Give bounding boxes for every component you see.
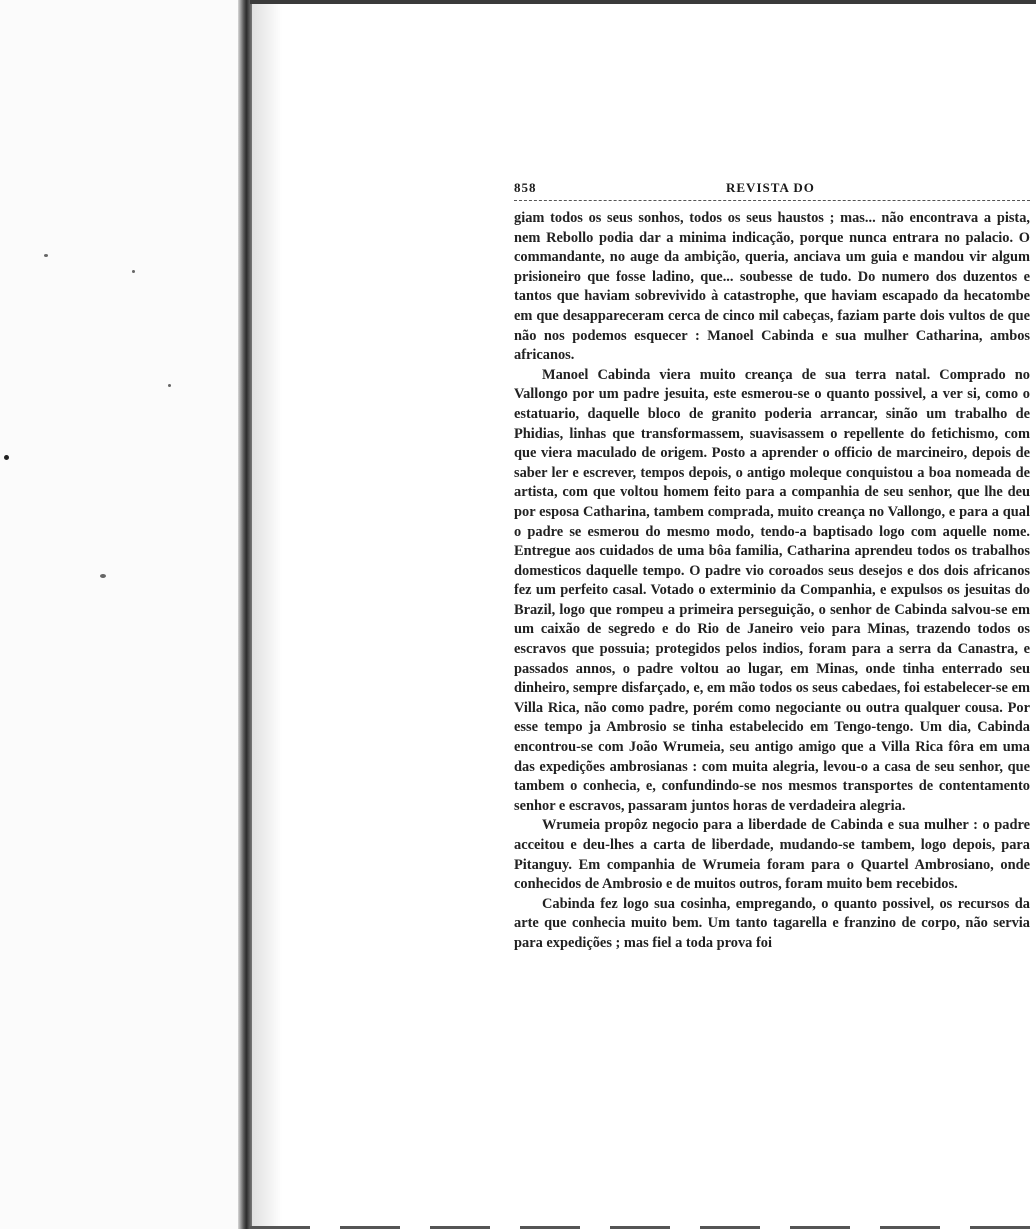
book-gutter (238, 0, 252, 1229)
gutter-shadow (252, 0, 282, 1229)
header-rule (514, 200, 1030, 201)
page-header (514, 176, 1030, 198)
facing-page (0, 0, 248, 1229)
document-page (514, 176, 1030, 954)
paper-speck (4, 455, 9, 460)
paper-speck (132, 270, 135, 273)
paper-speck (168, 384, 171, 387)
paper-speck (100, 574, 106, 578)
page-number: 858 (514, 180, 537, 195)
paper-speck (44, 254, 48, 257)
page-top-edge (250, 0, 1036, 4)
body-text (514, 209, 1030, 954)
paragraph: Cabinda fez logo sua cosinha, empregando, o quanto possivel, os recursos da arte que conhecia muito bem. Um tanto tagarella e franzino de corpo, não servia para expedições ; mas fiel a toda prova foi (514, 895, 1030, 951)
running-title: REVISTA DO (726, 180, 815, 195)
paragraph: Wrumeia propôz negocio para a liberdade de Cabinda e sua mulher : o padre acceitou e deu-lhes a carta de liberdade, mudando-se tambem, logo depois, para Pitanguy. Em companhia de Wrumeia foram para o Quartel Ambrosiano, onde conhecidos de Ambrosio e de muitos outros, foram muito bem recebidos. (514, 817, 1030, 893)
paragraph: giam todos os seus sonhos, todos os seus haustos ; mas... não encontrava a pista, nem Rebollo podia dar a minima indicação, porque nunca entrara no palacio. O commandante, no auge da ambição, queria, anciava um guia e mandou vir algum prisioneiro que fosse ladino, que... soubesse de tudo. Do numero dos duzentos e tantos que haviam sobrevivido à catastrophe, que haviam escapado da hecatombe em que desappareceram cerca de cinco mil cabeças, faziam parte dois vultos de que não nos podemos esquecer : Manoel Cabinda e sua mulher Catharina, ambos africanos. (514, 210, 1030, 364)
paragraph: Manoel Cabinda viera muito creança de sua terra natal. Comprado no Vallongo por um padre jesuita, este esmerou-se o quanto possivel, a ver si, como o estatuario, daquelle bloco de granito poderia arrancar, sinão um trabalho de Phidias, linhas que transformassem, suavisassem o repellente do fetichismo, com que viera maculado de origem. Posto a aprender o officio de marcineiro, depois de saber ler e escrever, tempos depois, o antigo moleque conquistou a boa nomeada de artista, com que voltou homem feito para a companhia de seu senhor, que lhe deu por esposa Catharina, tambem comprada, muito creança no Vallongo, e para a qual o padre se esmerou do mesmo modo, tendo-a baptisado logo com aquelle nome. Entregue aos cuidados de uma bôa familia, Catharina aprendeu todos os trabalhos domesticos daquelle tempo. O padre vio coroados seus desejos e dos dois africanos fez um perfeito casal. Votado o exterminio da Companhia, e expulsos os jesuitas do Brazil, logo que rompeu a primeira perseguição, o senhor de Cabinda salvou-se em um caixão de segredo e do Rio de Janeiro veio para Minas, trazendo todos os escravos que possuia; protegidos pelos indios, foram para a serra da Canastra, e passados annos, o padre voltou ao lugar, em Minas, onde tinha enterrado seu dinheiro, sempre disfarçado, e, em mão todos os seus cabedaes, foi estabelecer-se em Villa Rica, não como padre, porém como negociante ou outra qualquer cousa. Por esse tempo ja Ambrosio se tinha estabelecido em Tengo-tengo. Um dia, Cabinda encontrou-se com João Wrumeia, seu antigo amigo que a Villa Rica fôra em uma das expedições ambrosianas : com muita alegria, levou-o a casa de seu senhor, que tambem o conhecia, e, confundindo-se nos mesmos transportes de contentamento senhor e escravos, passaram juntos horas de verdadeira alegria. (514, 366, 1030, 814)
